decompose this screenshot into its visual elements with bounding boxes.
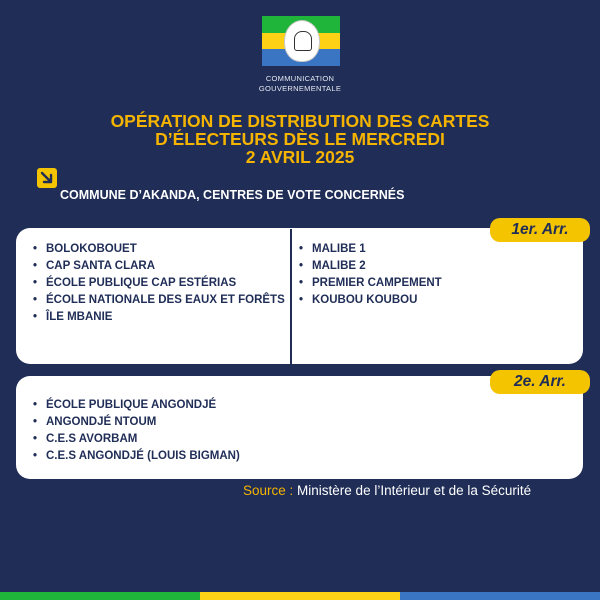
list-item: • BOLOKOBOUET xyxy=(33,241,285,258)
column-divider xyxy=(290,229,292,364)
organization-name: COMMUNICATION GOUVERNEMENTALE xyxy=(258,74,342,93)
arr1-right-list xyxy=(299,241,442,309)
list-item: • ÎLE MBANIE xyxy=(33,309,285,326)
page-title: OPÉRATION DE DISTRIBUTION DES CARTES D’ÉLECTEURS DÈS LE MERCREDI 2 AVRIL 2025 xyxy=(110,111,490,167)
arr1-left-list xyxy=(33,241,285,326)
list-item: • ÉCOLE PUBLIQUE ANGONDJÉ xyxy=(33,397,240,414)
gabon-flag-logo xyxy=(262,16,340,66)
list-item: • MALIBE 2 xyxy=(299,258,442,275)
arr2-list xyxy=(33,397,240,465)
list-item: • CAP SANTA CLARA xyxy=(33,258,285,275)
commune-heading: COMMUNE D’AKANDA, CENTRES DE VOTE CONCERNÉS xyxy=(60,188,405,202)
source-credit xyxy=(243,483,531,498)
list-item: • PREMIER CAMPEMENT xyxy=(299,275,442,292)
list-item: • ANGONDJÉ NTOUM xyxy=(33,414,240,431)
list-item: • C.E.S AVORBAM xyxy=(33,431,240,448)
arr1-badge: 1er. Arr. xyxy=(490,218,590,242)
arrow-down-right-icon xyxy=(37,168,57,188)
list-item: • MALIBE 1 xyxy=(299,241,442,258)
list-item: • KOUBOU KOUBOU xyxy=(299,292,442,309)
flag-stripe xyxy=(0,592,600,600)
source-text: Ministère de l’Intérieur et de la Sécurité xyxy=(297,483,532,498)
list-item: • C.E.S ANGONDJÉ (LOUIS BIGMAN) xyxy=(33,448,240,465)
gabon-coat-of-arms-icon xyxy=(284,20,320,62)
source-label: Source : xyxy=(243,483,294,498)
list-item: • ÉCOLE NATIONALE DES EAUX ET FORÊTS xyxy=(33,292,285,309)
list-item: • ÉCOLE PUBLIQUE CAP ESTÉRIAS xyxy=(33,275,285,292)
arr2-badge: 2e. Arr. xyxy=(490,370,590,394)
